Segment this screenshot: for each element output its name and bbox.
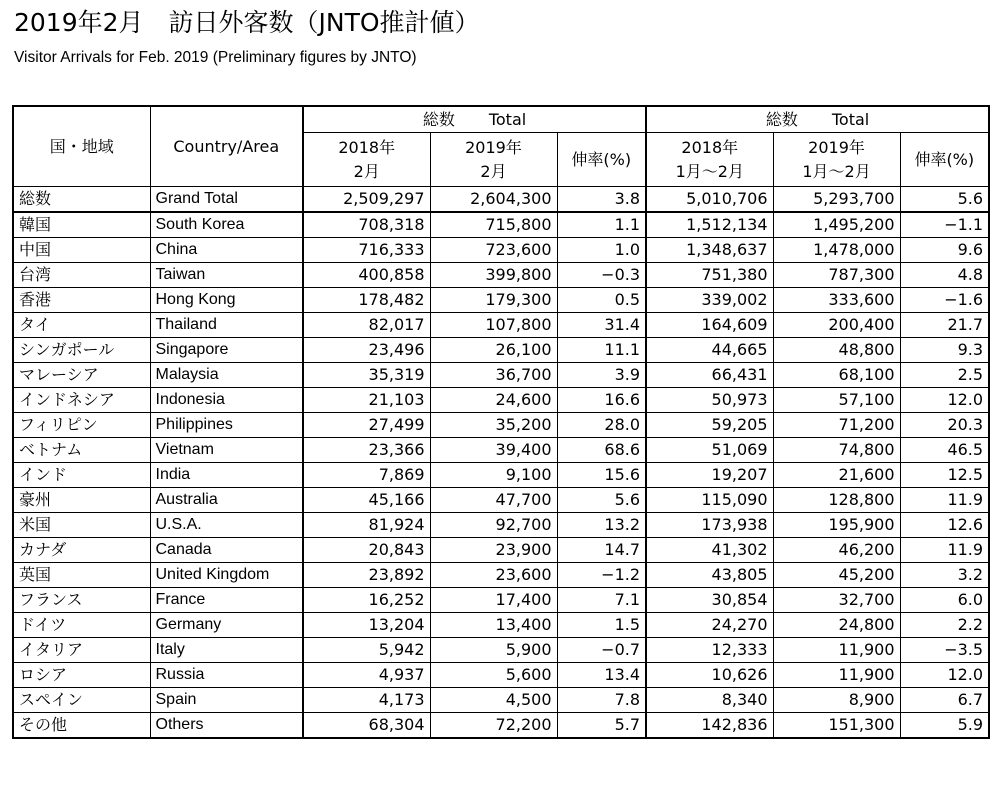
cell-rate-janfeb: 9.3 (900, 338, 989, 363)
header-2019-janfeb-year: 2019年 (808, 137, 865, 157)
table-row (13, 238, 989, 263)
cell-country-en: Taiwan (150, 263, 303, 288)
header-country-ja: 国・地域 (13, 106, 150, 187)
cell-2018-janfeb: 66,431 (646, 363, 773, 388)
cell-country-en: Canada (150, 538, 303, 563)
cell-rate-feb: 5.7 (557, 713, 646, 739)
cell-country-en: Malaysia (150, 363, 303, 388)
cell-2018-feb: 2,509,297 (303, 187, 430, 213)
cell-2019-janfeb: 21,600 (773, 463, 900, 488)
cell-2019-janfeb: 11,900 (773, 638, 900, 663)
cell-2019-janfeb: 333,600 (773, 288, 900, 313)
cell-country-ja: フィリピン (13, 413, 150, 438)
cell-rate-janfeb: 6.7 (900, 688, 989, 713)
cell-rate-janfeb: 20.3 (900, 413, 989, 438)
header-2018-janfeb-year: 2018年 (681, 137, 739, 157)
cell-country-en: Germany (150, 613, 303, 638)
table-row (13, 288, 989, 313)
cell-country-en: Indonesia (150, 388, 303, 413)
cell-2018-janfeb: 173,938 (646, 513, 773, 538)
page-title: 2019年2月 訪日外客数（JNTO推計値） (14, 8, 480, 37)
cell-rate-janfeb: 11.9 (900, 538, 989, 563)
cell-rate-feb: 7.1 (557, 588, 646, 613)
cell-2018-feb: 16,252 (303, 588, 430, 613)
header-2018-janfeb (646, 133, 773, 187)
cell-rate-janfeb: 12.6 (900, 513, 989, 538)
cell-2018-feb: 178,482 (303, 288, 430, 313)
cell-2019-janfeb: 46,200 (773, 538, 900, 563)
cell-country-ja: ベトナム (13, 438, 150, 463)
table-row (13, 613, 989, 638)
header-2019-feb-year: 2019年 (465, 137, 522, 157)
cell-rate-janfeb: 3.2 (900, 563, 989, 588)
cell-2018-feb: 35,319 (303, 363, 430, 388)
cell-country-ja: フランス (13, 588, 150, 613)
header-2018-feb-month: 2月 (353, 161, 380, 181)
cell-2019-feb: 35,200 (430, 413, 557, 438)
header-rate-janfeb: 伸率(%) (900, 133, 989, 187)
cell-2019-janfeb: 74,800 (773, 438, 900, 463)
cell-2018-feb: 4,173 (303, 688, 430, 713)
cell-rate-feb: 14.7 (557, 538, 646, 563)
cell-2019-feb: 179,300 (430, 288, 557, 313)
cell-2018-janfeb: 1,512,134 (646, 212, 773, 238)
cell-country-ja: マレーシア (13, 363, 150, 388)
cell-rate-janfeb: 21.7 (900, 313, 989, 338)
cell-rate-feb: 7.8 (557, 688, 646, 713)
header-2019-janfeb (773, 133, 900, 187)
cell-2018-janfeb: 8,340 (646, 688, 773, 713)
cell-rate-feb: −0.3 (557, 263, 646, 288)
cell-2018-janfeb: 50,973 (646, 388, 773, 413)
cell-country-ja: 中国 (13, 238, 150, 263)
cell-2018-janfeb: 24,270 (646, 613, 773, 638)
cell-rate-feb: 28.0 (557, 413, 646, 438)
cell-country-ja: ドイツ (13, 613, 150, 638)
header-group-feb-ja: 総数 (422, 109, 455, 129)
cell-rate-feb: 13.4 (557, 663, 646, 688)
cell-2019-feb: 399,800 (430, 263, 557, 288)
cell-country-ja: イタリア (13, 638, 150, 663)
cell-2019-feb: 92,700 (430, 513, 557, 538)
cell-rate-feb: 0.5 (557, 288, 646, 313)
cell-2018-feb: 23,366 (303, 438, 430, 463)
cell-rate-feb: 1.1 (557, 212, 646, 238)
cell-rate-feb: 11.1 (557, 338, 646, 363)
cell-2018-feb: 5,942 (303, 638, 430, 663)
cell-country-ja: インドネシア (13, 388, 150, 413)
cell-2019-janfeb: 71,200 (773, 413, 900, 438)
cell-2019-feb: 47,700 (430, 488, 557, 513)
cell-2019-feb: 715,800 (430, 212, 557, 238)
cell-rate-feb: 5.6 (557, 488, 646, 513)
cell-2019-feb: 2,604,300 (430, 187, 557, 213)
cell-2018-janfeb: 339,002 (646, 288, 773, 313)
table-body (13, 187, 989, 739)
cell-2019-feb: 39,400 (430, 438, 557, 463)
cell-country-ja: 韓国 (13, 212, 150, 238)
header-2018-janfeb-months: 1月～2月 (675, 161, 744, 181)
cell-rate-janfeb: −1.6 (900, 288, 989, 313)
header-group-janfeb-en: Total (831, 109, 870, 129)
cell-2019-feb: 5,900 (430, 638, 557, 663)
cell-country-en: India (150, 463, 303, 488)
cell-2019-feb: 107,800 (430, 313, 557, 338)
cell-rate-feb: 3.8 (557, 187, 646, 213)
cell-country-ja: スペイン (13, 688, 150, 713)
header-2019-feb (430, 133, 557, 187)
cell-rate-janfeb: 12.0 (900, 388, 989, 413)
cell-country-en: Hong Kong (150, 288, 303, 313)
header-group-feb (303, 106, 646, 133)
cell-country-en: Grand Total (150, 187, 303, 213)
cell-country-ja: 台湾 (13, 263, 150, 288)
cell-2019-janfeb: 68,100 (773, 363, 900, 388)
cell-2018-janfeb: 142,836 (646, 713, 773, 739)
cell-2019-janfeb: 32,700 (773, 588, 900, 613)
cell-country-en: China (150, 238, 303, 263)
cell-2019-janfeb: 11,900 (773, 663, 900, 688)
cell-2018-feb: 23,892 (303, 563, 430, 588)
table-row (13, 388, 989, 413)
cell-rate-janfeb: 6.0 (900, 588, 989, 613)
cell-rate-feb: 13.2 (557, 513, 646, 538)
cell-2018-feb: 708,318 (303, 212, 430, 238)
cell-country-ja: カナダ (13, 538, 150, 563)
cell-2018-janfeb: 5,010,706 (646, 187, 773, 213)
cell-country-ja: シンガポール (13, 338, 150, 363)
cell-2019-feb: 26,100 (430, 338, 557, 363)
cell-rate-feb: 68.6 (557, 438, 646, 463)
cell-2018-feb: 81,924 (303, 513, 430, 538)
header-rate-feb: 伸率(%) (557, 133, 646, 187)
cell-2018-feb: 7,869 (303, 463, 430, 488)
cell-rate-feb: 1.0 (557, 238, 646, 263)
cell-rate-janfeb: −3.5 (900, 638, 989, 663)
cell-2018-janfeb: 115,090 (646, 488, 773, 513)
cell-2019-janfeb: 45,200 (773, 563, 900, 588)
cell-country-en: U.S.A. (150, 513, 303, 538)
table-row (13, 212, 989, 238)
cell-2019-janfeb: 1,478,000 (773, 238, 900, 263)
cell-rate-janfeb: 9.6 (900, 238, 989, 263)
table-row (13, 338, 989, 363)
cell-rate-janfeb: 4.8 (900, 263, 989, 288)
table-row (13, 488, 989, 513)
cell-2019-janfeb: 5,293,700 (773, 187, 900, 213)
header-country-en: Country/Area (150, 106, 303, 187)
page-subtitle: Visitor Arrivals for Feb. 2019 (Preliminary figures by JNTO) (14, 49, 417, 66)
cell-2019-janfeb: 151,300 (773, 713, 900, 739)
cell-2018-feb: 21,103 (303, 388, 430, 413)
cell-rate-janfeb: 11.9 (900, 488, 989, 513)
table-row (13, 463, 989, 488)
cell-country-en: France (150, 588, 303, 613)
cell-2019-janfeb: 128,800 (773, 488, 900, 513)
cell-2018-feb: 68,304 (303, 713, 430, 739)
cell-country-en: Others (150, 713, 303, 739)
cell-2019-feb: 24,600 (430, 388, 557, 413)
visitor-arrivals-table (12, 105, 990, 739)
cell-2018-janfeb: 12,333 (646, 638, 773, 663)
cell-2019-feb: 723,600 (430, 238, 557, 263)
cell-2018-feb: 4,937 (303, 663, 430, 688)
cell-country-en: Vietnam (150, 438, 303, 463)
cell-rate-feb: 31.4 (557, 313, 646, 338)
cell-country-en: United Kingdom (150, 563, 303, 588)
cell-rate-feb: 16.6 (557, 388, 646, 413)
table-row (13, 638, 989, 663)
cell-2019-feb: 9,100 (430, 463, 557, 488)
table-row (13, 438, 989, 463)
cell-2019-feb: 13,400 (430, 613, 557, 638)
cell-2018-feb: 716,333 (303, 238, 430, 263)
cell-rate-feb: −1.2 (557, 563, 646, 588)
header-group-janfeb (646, 106, 989, 133)
cell-2019-feb: 72,200 (430, 713, 557, 739)
cell-country-ja: 豪州 (13, 488, 150, 513)
cell-2019-janfeb: 787,300 (773, 263, 900, 288)
cell-2018-janfeb: 59,205 (646, 413, 773, 438)
cell-2018-feb: 20,843 (303, 538, 430, 563)
cell-2018-feb: 27,499 (303, 413, 430, 438)
cell-2019-janfeb: 1,495,200 (773, 212, 900, 238)
cell-rate-janfeb: 12.5 (900, 463, 989, 488)
cell-2019-feb: 23,900 (430, 538, 557, 563)
table-row (13, 663, 989, 688)
cell-country-en: Russia (150, 663, 303, 688)
cell-2018-janfeb: 30,854 (646, 588, 773, 613)
header-2019-janfeb-months: 1月～2月 (802, 161, 871, 181)
cell-country-ja: 英国 (13, 563, 150, 588)
cell-2018-janfeb: 19,207 (646, 463, 773, 488)
cell-country-en: Thailand (150, 313, 303, 338)
cell-rate-janfeb: −1.1 (900, 212, 989, 238)
cell-2019-janfeb: 195,900 (773, 513, 900, 538)
cell-2018-janfeb: 43,805 (646, 563, 773, 588)
cell-2019-janfeb: 48,800 (773, 338, 900, 363)
cell-2019-feb: 36,700 (430, 363, 557, 388)
cell-rate-feb: 3.9 (557, 363, 646, 388)
cell-2018-janfeb: 44,665 (646, 338, 773, 363)
cell-rate-janfeb: 12.0 (900, 663, 989, 688)
table-row (13, 187, 989, 213)
cell-country-en: Australia (150, 488, 303, 513)
cell-rate-janfeb: 46.5 (900, 438, 989, 463)
cell-2018-janfeb: 1,348,637 (646, 238, 773, 263)
cell-2019-feb: 4,500 (430, 688, 557, 713)
header-group-janfeb-ja: 総数 (765, 109, 798, 129)
cell-country-en: Singapore (150, 338, 303, 363)
cell-2018-feb: 23,496 (303, 338, 430, 363)
cell-2018-feb: 45,166 (303, 488, 430, 513)
header-2018-feb (303, 133, 430, 187)
cell-2018-janfeb: 41,302 (646, 538, 773, 563)
cell-country-en: Philippines (150, 413, 303, 438)
cell-country-ja: インド (13, 463, 150, 488)
table-row (13, 263, 989, 288)
cell-2019-feb: 23,600 (430, 563, 557, 588)
header-group-feb-en: Total (488, 109, 527, 129)
cell-2018-feb: 82,017 (303, 313, 430, 338)
cell-rate-janfeb: 5.6 (900, 187, 989, 213)
cell-rate-feb: 1.5 (557, 613, 646, 638)
cell-country-ja: ロシア (13, 663, 150, 688)
cell-country-en: Italy (150, 638, 303, 663)
header-2018-feb-year: 2018年 (338, 137, 396, 157)
cell-2018-janfeb: 164,609 (646, 313, 773, 338)
table-row (13, 563, 989, 588)
table-row (13, 363, 989, 388)
cell-rate-feb: 15.6 (557, 463, 646, 488)
cell-rate-feb: −0.7 (557, 638, 646, 663)
cell-rate-janfeb: 5.9 (900, 713, 989, 739)
cell-2018-janfeb: 51,069 (646, 438, 773, 463)
cell-2018-feb: 400,858 (303, 263, 430, 288)
table-row (13, 688, 989, 713)
cell-2019-feb: 17,400 (430, 588, 557, 613)
cell-2018-feb: 13,204 (303, 613, 430, 638)
table-row (13, 513, 989, 538)
cell-2019-feb: 5,600 (430, 663, 557, 688)
table-row (13, 588, 989, 613)
cell-2019-janfeb: 57,100 (773, 388, 900, 413)
header-2019-feb-month: 2月 (480, 161, 507, 181)
cell-country-en: South Korea (150, 212, 303, 238)
cell-2018-janfeb: 10,626 (646, 663, 773, 688)
table-row (13, 413, 989, 438)
cell-2019-janfeb: 8,900 (773, 688, 900, 713)
cell-rate-janfeb: 2.5 (900, 363, 989, 388)
cell-2019-janfeb: 200,400 (773, 313, 900, 338)
cell-country-ja: 総数 (13, 187, 150, 213)
cell-country-ja: 米国 (13, 513, 150, 538)
cell-country-ja: 香港 (13, 288, 150, 313)
cell-rate-janfeb: 2.2 (900, 613, 989, 638)
cell-2019-janfeb: 24,800 (773, 613, 900, 638)
table-row (13, 313, 989, 338)
table-row (13, 538, 989, 563)
cell-country-ja: その他 (13, 713, 150, 739)
cell-country-ja: タイ (13, 313, 150, 338)
cell-country-en: Spain (150, 688, 303, 713)
table-row (13, 713, 989, 739)
cell-2018-janfeb: 751,380 (646, 263, 773, 288)
